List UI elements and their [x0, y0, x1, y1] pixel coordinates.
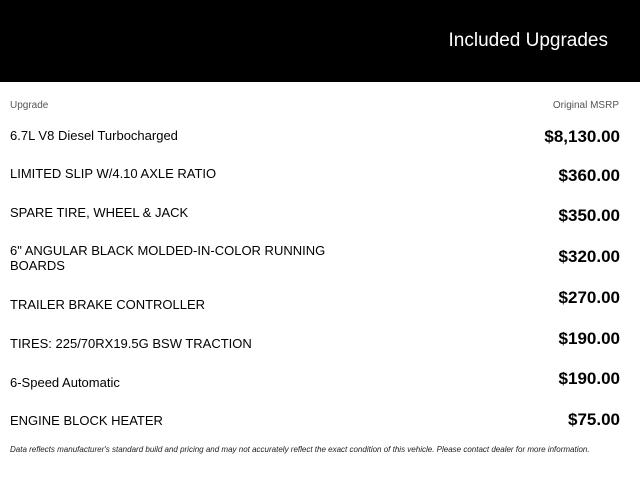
upgrade-price: $75.00 [568, 410, 620, 429]
upgrade-price: $8,130.00 [544, 127, 620, 146]
upgrade-name: TIRES: 225/70RX19.5G BSW TRACTION [10, 336, 252, 351]
upgrade-price: $190.00 [558, 329, 620, 348]
disclaimer-text: Data reflects manufacturer's standard build and pricing and may not accurately reflect the exact condition of this vehicle. Please contact dealer for more information. [10, 445, 590, 454]
column-header-upgrade: Upgrade [10, 100, 49, 111]
upgrade-price: $320.00 [558, 247, 620, 266]
upgrade-price: $190.00 [558, 369, 620, 388]
column-header-msrp: Original MSRP [552, 100, 619, 111]
upgrade-price: $360.00 [558, 166, 620, 185]
upgrade-name: SPARE TIRE, WHEEL & JACK [10, 205, 189, 220]
upgrade-name: LIMITED SLIP W/4.10 AXLE RATIO [10, 166, 217, 181]
upgrade-name: 6" ANGULAR BLACK MOLDED-IN-COLOR RUNNING BOARDS [10, 243, 326, 273]
upgrade-price: $270.00 [558, 288, 620, 307]
upgrade-name: 6-Speed Automatic [10, 375, 120, 390]
page-title: Included Upgrades [448, 30, 608, 51]
upgrade-name: ENGINE BLOCK HEATER [10, 413, 163, 428]
upgrade-name: TRAILER BRAKE CONTROLLER [10, 297, 206, 312]
header-bar [0, 0, 640, 82]
upgrade-name: 6.7L V8 Diesel Turbocharged [10, 128, 178, 143]
upgrade-price: $350.00 [558, 206, 620, 225]
